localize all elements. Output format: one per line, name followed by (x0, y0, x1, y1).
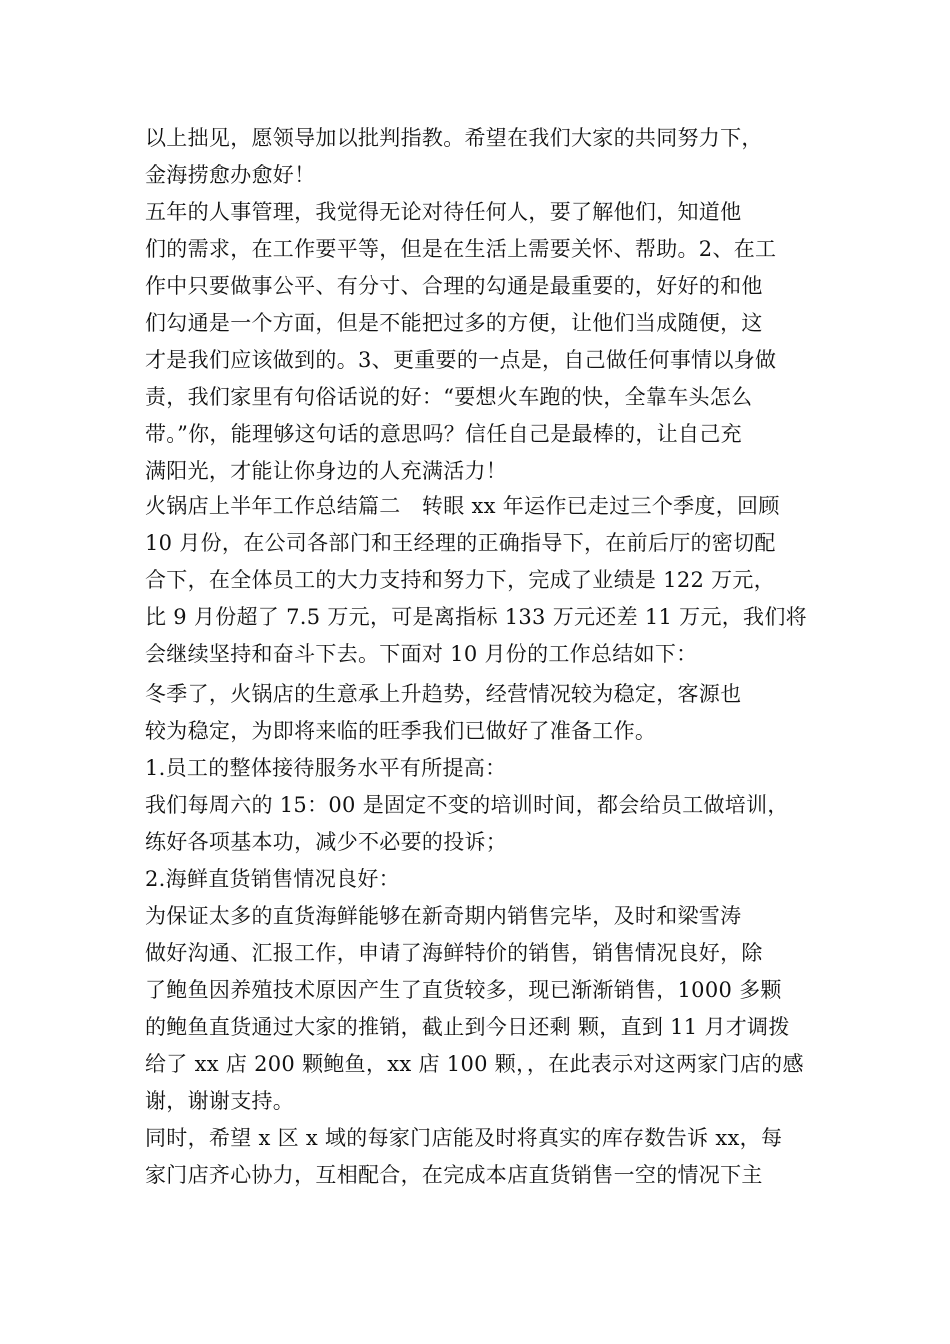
list-heading: 1.员工的整体接待服务水平有所提高： (145, 756, 507, 780)
text-line: 以上拙见，愿领导加以批判指教。希望在我们大家的共同努力下， (145, 126, 763, 150)
text-line: 了鲍鱼因养殖技术原因产生了直货较多，现已渐渐销售，1000 多颗 (145, 978, 782, 1002)
text-line: 为保证太多的直货海鲜能够在新奇期内销售完毕，及时和梁雪涛 (145, 904, 742, 928)
text-line: 家门店齐心协力，互相配合，在完成本店直货销售一空的情况下主 (145, 1163, 763, 1187)
text-line: 合下，在全体员工的大力支持和努力下，完成了业绩是 122 万元， (145, 568, 776, 592)
text-line: 做好沟通、汇报工作，申请了海鲜特价的销售，销售情况良好，除 (145, 941, 763, 965)
text-line: 冬季了，火锅店的生意承上升趋势，经营情况较为稳定，客源也 (145, 682, 742, 706)
text-line: 作中只要做事公平、有分寸、合理的勾通是最重要的，好好的和他 (145, 274, 763, 298)
section-heading: 火锅店上半年工作总结篇二 转眼 xx 年运作已走过三个季度，回顾 (145, 494, 780, 518)
text-line: 练好各项基本功，减少不必要的投诉； (145, 830, 508, 854)
text-line: 同时，希望 x 区 x 域的每家门店能及时将真实的库存数告诉 xx，每 (145, 1126, 783, 1150)
text-line: 们勾通是一个方面，但是不能把过多的方便，让他们当成随便，这 (145, 311, 763, 335)
text-line: 带。”你，能理够这句话的意思吗？信任自己是最棒的，让自己充 (145, 422, 742, 446)
text-line: 10 月份，在公司各部门和王经理的正确指导下，在前后厅的密切配 (145, 531, 776, 555)
text-line: 我们每周六的 15：00 是固定不变的培训时间，都会给员工做培训， (145, 793, 789, 817)
text-line: 较为稳定，为即将来临的旺季我们已做好了准备工作。 (145, 719, 657, 743)
text-line: 会继续坚持和奋斗下去。下面对 10 月份的工作总结如下： (145, 642, 698, 666)
text-line: 们的需求，在工作要平等，但是在生活上需要关怀、帮助。2、在工 (145, 237, 777, 261)
text-line: 五年的人事管理，我觉得无论对待任何人，要了解他们，知道他 (145, 200, 742, 224)
text-line: 责，我们家里有句俗话说的好：“要想火车跑的快，全靠车头怎么 (145, 385, 753, 409)
text-line: 金海捞愈办愈好！ (145, 163, 316, 187)
text-line: 的鲍鱼直货通过大家的推销，截止到今日还剩 颗，直到 11 月才调拨 (145, 1015, 790, 1039)
text-line: 满阳光，才能让你身边的人充满活力！ (145, 459, 508, 483)
text-line: 给了 xx 店 200 颗鲍鱼，xx 店 100 颗，，在此表示对这两家门店的感 (145, 1052, 804, 1076)
text-line: 比 9 月份超了 7.5 万元，可是离指标 133 万元还差 11 万元，我们将 (145, 605, 807, 629)
text-line: 谢，谢谢支持。 (145, 1089, 295, 1113)
text-line: 才是我们应该做到的。3、更重要的一点是，自己做任何事情以身做 (145, 348, 777, 372)
list-heading: 2.海鲜直货销售情况良好： (145, 867, 400, 891)
